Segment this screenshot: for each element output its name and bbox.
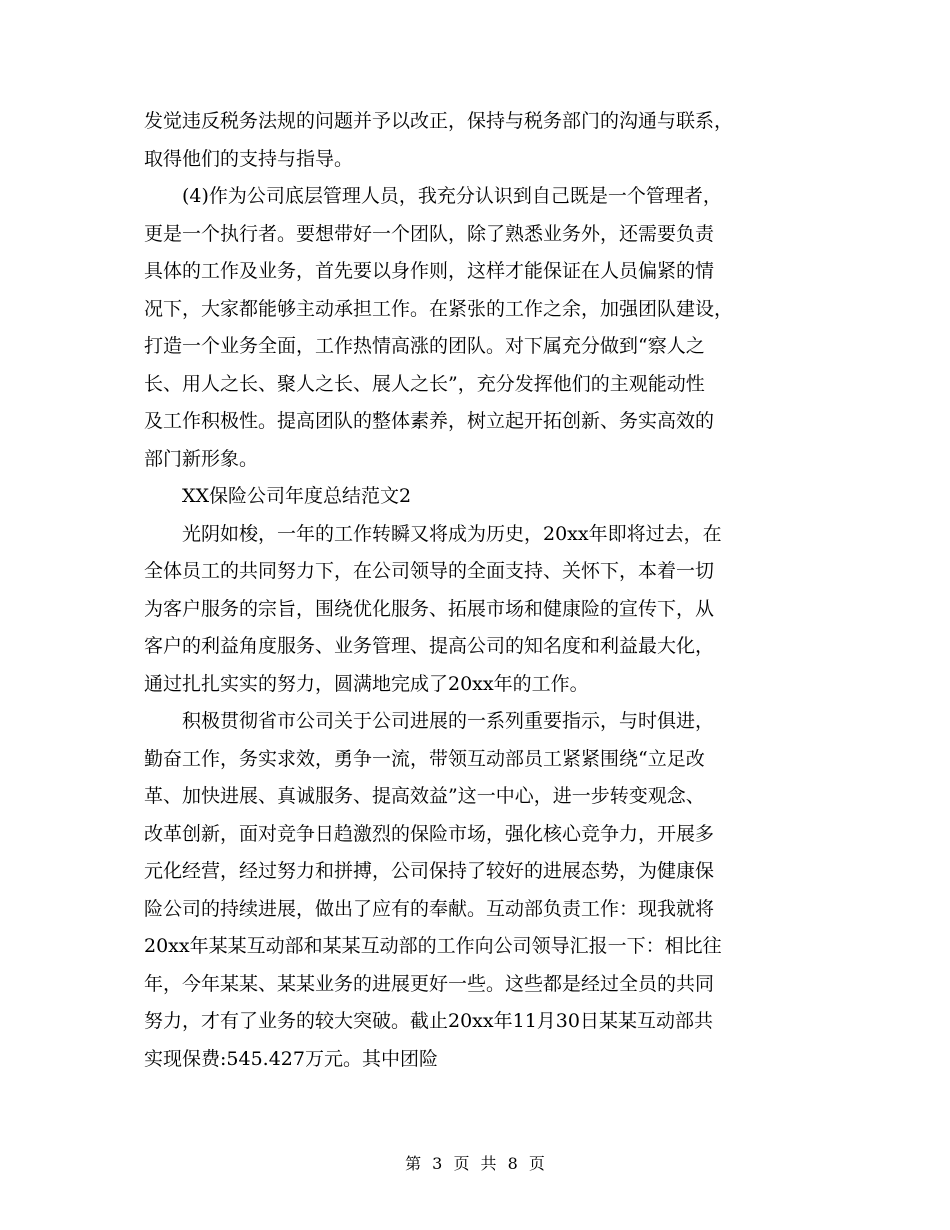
text-line: 及工作积极性。提高团队的整体素养，树立起开拓创新、务实高效的: [144, 410, 715, 432]
text-line: 改革创新，面对竞争日趋激烈的保险市场，强化核心竞争力，开展多: [144, 822, 715, 845]
text-line: (4)作为公司底层管理人员，我充分认识到自己既是一个管理者，: [182, 185, 722, 207]
text-line: 实现保费:545.427万元。其中团险: [144, 1047, 438, 1070]
text-line: 努力，才有了业务的较大突破。截止20xx年11月30日某某互动部共: [144, 1010, 713, 1032]
page-number-footer: 第 3 页 共 8 页: [405, 1154, 545, 1173]
text-line: 具体的工作及业务，首先要以身作则，这样才能保证在人员偏紧的情: [144, 260, 715, 282]
text-line: 客户的利益角度服务、业务管理、提高公司的知名度和利益最大化，: [144, 635, 715, 657]
body-text: [144, 103, 812, 1078]
paragraph: [144, 478, 812, 516]
text-line: 发觉违反税务法规的问题并予以改正，保持与税务部门的沟通与联系，: [144, 110, 734, 132]
text-line: 元化经营，经过努力和拼搏，公司保持了较好的进展态势，为健康保: [144, 860, 715, 882]
text-line: 部门新形象。: [144, 447, 259, 470]
text-line: 长、用人之长、聚人之长、展人之长”，充分发挥他们的主观能动性: [144, 372, 705, 395]
text-line: XX保险公司年度总结范文2: [182, 485, 412, 507]
text-line: 为客户服务的宗旨，围绕优化服务、拓展市场和健康险的宣传下，从: [144, 597, 715, 620]
text-line: 积极贯彻省市公司关于公司进展的一系列重要指示，与时俱进，: [182, 710, 715, 732]
text-line: 险公司的持续进展，做出了应有的奉献。互动部负责工作：现我就将: [144, 897, 715, 920]
text-line: 取得他们的支持与指导。: [144, 147, 354, 170]
paragraph: [144, 703, 812, 1078]
text-line: 打造一个业务全面，工作热情高涨的团队。对下属充分做到“察人之: [144, 335, 705, 357]
text-line: 光阴如梭，一年的工作转瞬又将成为历史，20xx年即将过去，在: [182, 522, 722, 545]
text-line: 全体员工的共同努力下，在公司领导的全面支持、关怀下，本着一切: [144, 560, 715, 582]
paragraph: [144, 103, 812, 178]
paragraph: [144, 178, 812, 478]
text-line: 通过扎扎实实的努力，圆满地完成了20xx年的工作。: [144, 672, 589, 695]
text-line: 更是一个执行者。要想带好一个团队，除了熟悉业务外，还需要负责: [144, 222, 715, 245]
text-line: 勤奋工作，务实求效，勇争一流，带领互动部员工紧紧围绕“立足改: [144, 747, 705, 770]
text-line: 20xx年某某互动部和某某互动部的工作向公司领导汇报一下：相比往: [144, 935, 722, 957]
text-line: 年，今年某某、某某业务的进展更好一些。这些都是经过全员的共同: [144, 972, 715, 995]
text-line: 革、加快进展、真诚服务、提高效益”这一中心，进一步转变观念、: [144, 785, 705, 807]
paragraph: [144, 516, 812, 704]
text-line: 况下，大家都能够主动承担工作。在紧张的工作之余，加强团队建设，: [144, 297, 734, 320]
